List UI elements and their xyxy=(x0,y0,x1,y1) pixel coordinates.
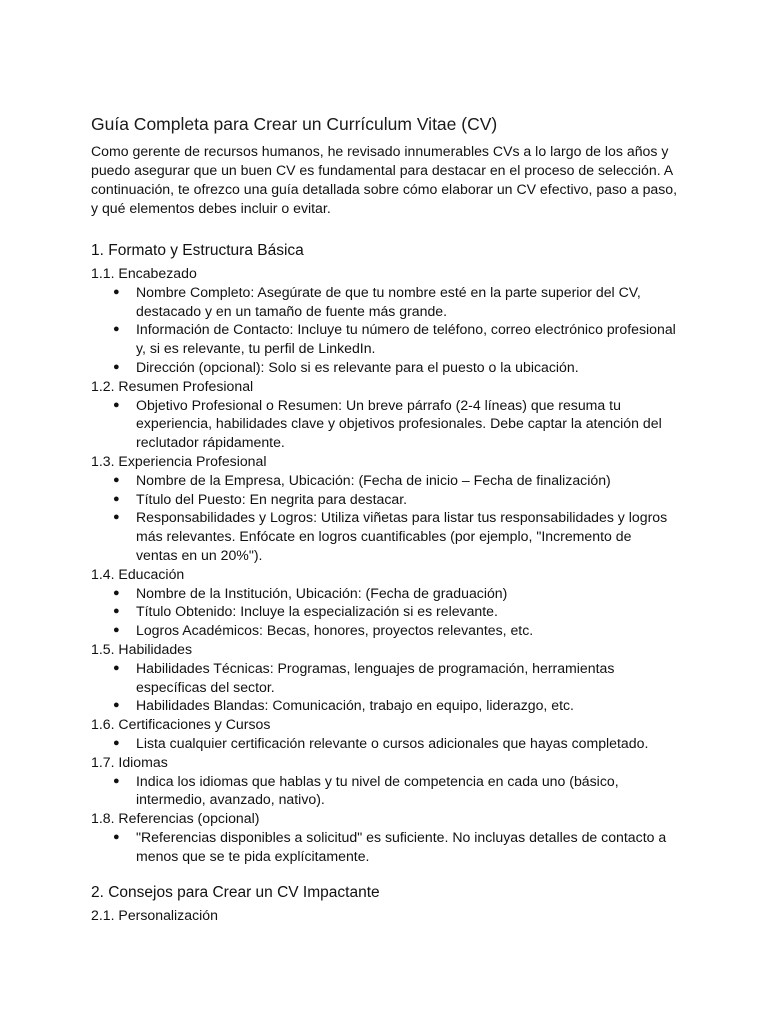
list-item xyxy=(91,734,676,753)
list-item-text: Responsabilidades y Logros: Utiliza viñetas para listar tus responsabilidades y logros más relevantes. Enfócate en logros cuantificables (por ejemplo, "Incremento de ventas en un 20%"). xyxy=(136,509,668,563)
subsection-title: 1.1. Encabezado xyxy=(91,265,197,281)
subsection-title: 1.7. Idiomas xyxy=(91,753,168,770)
subsection-title: 1.6. Certificaciones y Cursos xyxy=(91,716,271,733)
bullet-dot-icon: ● xyxy=(113,586,120,599)
list-item-text: Título del Puesto: En negrita para destacar. xyxy=(136,490,408,507)
bullet-list xyxy=(91,828,688,866)
bullet-dot-icon: ● xyxy=(113,473,120,486)
list-item-text: Dirección (opcional): Solo si es relevante para el puesto o la ubicación. xyxy=(136,358,579,375)
bullet-dot-icon: ● xyxy=(113,624,120,637)
list-item xyxy=(91,621,676,640)
bullet-list xyxy=(91,734,688,753)
bullet-dot-icon: ● xyxy=(113,511,120,524)
bullet-list xyxy=(91,584,688,640)
bullet-dot-icon: ● xyxy=(113,492,120,505)
bullet-list xyxy=(91,396,688,452)
bullet-dot-icon: ● xyxy=(113,736,120,749)
section-heading: 1. Formato y Estructura Básica xyxy=(91,242,304,259)
bullet-dot-icon: ● xyxy=(113,661,120,674)
list-item-text: Lista cualquier certificación relevante o cursos adicionales que hayas completado. xyxy=(136,734,649,751)
document-title: Guía Completa para Crear un Currículum Vitae (CV) xyxy=(91,114,498,134)
list-item xyxy=(91,602,676,621)
list-item-text: Título Obtenido: Incluye la especialización si es relevante. xyxy=(136,603,498,620)
list-item xyxy=(91,584,676,603)
document-body xyxy=(91,240,688,924)
list-item-text: Logros Académicos: Becas, honores, proyectos relevantes, etc. xyxy=(136,622,534,639)
list-item-text: Nombre de la Empresa, Ubicación: (Fecha de inicio – Fecha de finalización) xyxy=(136,471,611,488)
list-item xyxy=(91,772,676,810)
list-item-text: Indica los idiomas que hablas y tu nivel de competencia en cada uno (básico, intermedio, avanzado, nativo). xyxy=(136,772,619,808)
list-item-text: Nombre Completo: Asegúrate de que tu nombre esté en la parte superior del CV, destacado y en un tamaño de fuente más grande. xyxy=(136,283,641,319)
bullet-dot-icon: ● xyxy=(113,830,120,843)
bullet-dot-icon: ● xyxy=(113,605,120,618)
list-item-text: Habilidades Blandas: Comunicación, trabajo en equipo, liderazgo, etc. xyxy=(136,697,574,714)
list-item xyxy=(91,659,676,697)
list-item-text: Habilidades Técnicas: Programas, lenguajes de programación, herramientas específicas del sector. xyxy=(136,659,615,695)
bullet-dot-icon: ● xyxy=(113,774,120,787)
list-item xyxy=(91,696,676,715)
bullet-list xyxy=(91,772,688,810)
subsection-title: 1.4. Educación xyxy=(91,565,185,582)
list-item-text: Información de Contacto: Incluye tu número de teléfono, correo electrónico profesional y, si es relevante, tu perfil de LinkedIn. xyxy=(136,321,676,357)
list-item xyxy=(91,828,676,866)
subsection-title: 1.3. Experiencia Profesional xyxy=(91,452,267,469)
bullet-dot-icon: ● xyxy=(113,323,120,336)
bullet-list xyxy=(91,471,688,565)
list-item-text: Objetivo Profesional o Resumen: Un breve párrafo (2-4 líneas) que resuma tu experiencia, habilidades clave y objetivos profesionales. Debe captar la atención del reclutador rápidamente. xyxy=(136,396,662,451)
subsection-title: 1.2. Resumen Profesional xyxy=(91,377,254,394)
bullet-dot-icon: ● xyxy=(113,285,120,298)
subsection-title: 1.8. Referencias (opcional) xyxy=(91,810,260,827)
section-heading: 2. Consejos para Crear un CV Impactante xyxy=(91,883,380,901)
bullet-list xyxy=(91,659,688,715)
list-item xyxy=(91,490,676,509)
bullet-dot-icon: ● xyxy=(113,360,120,373)
list-item xyxy=(91,396,676,452)
bullet-dot-icon: ● xyxy=(113,699,120,712)
intro-paragraph: Como gerente de recursos humanos, he revisado innumerables CVs a lo largo de los años y puedo asegurar que un buen CV es fundamental para destacar en el proceso de selección. A continuación, te ofrezco una guía detallada sobre cómo elaborar un CV efectivo, paso a paso, y qué elementos debes incluir o evitar. xyxy=(91,143,678,216)
subsection-title: 1.5. Habilidades xyxy=(91,640,193,657)
bullet-dot-icon: ● xyxy=(113,398,120,411)
list-item-text: Nombre de la Institución, Ubicación: (Fecha de graduación) xyxy=(136,584,508,601)
list-item-text: "Referencias disponibles a solicitud" es suficiente. No incluyas detalles de contacto a menos que se te pida explícitamente. xyxy=(136,828,667,864)
list-item xyxy=(91,320,676,358)
list-item xyxy=(91,508,676,564)
bullet-list xyxy=(91,283,688,377)
subsection-title: 2.1. Personalización xyxy=(91,906,218,923)
list-item xyxy=(91,471,676,490)
list-item xyxy=(91,283,676,321)
list-item xyxy=(91,358,676,377)
